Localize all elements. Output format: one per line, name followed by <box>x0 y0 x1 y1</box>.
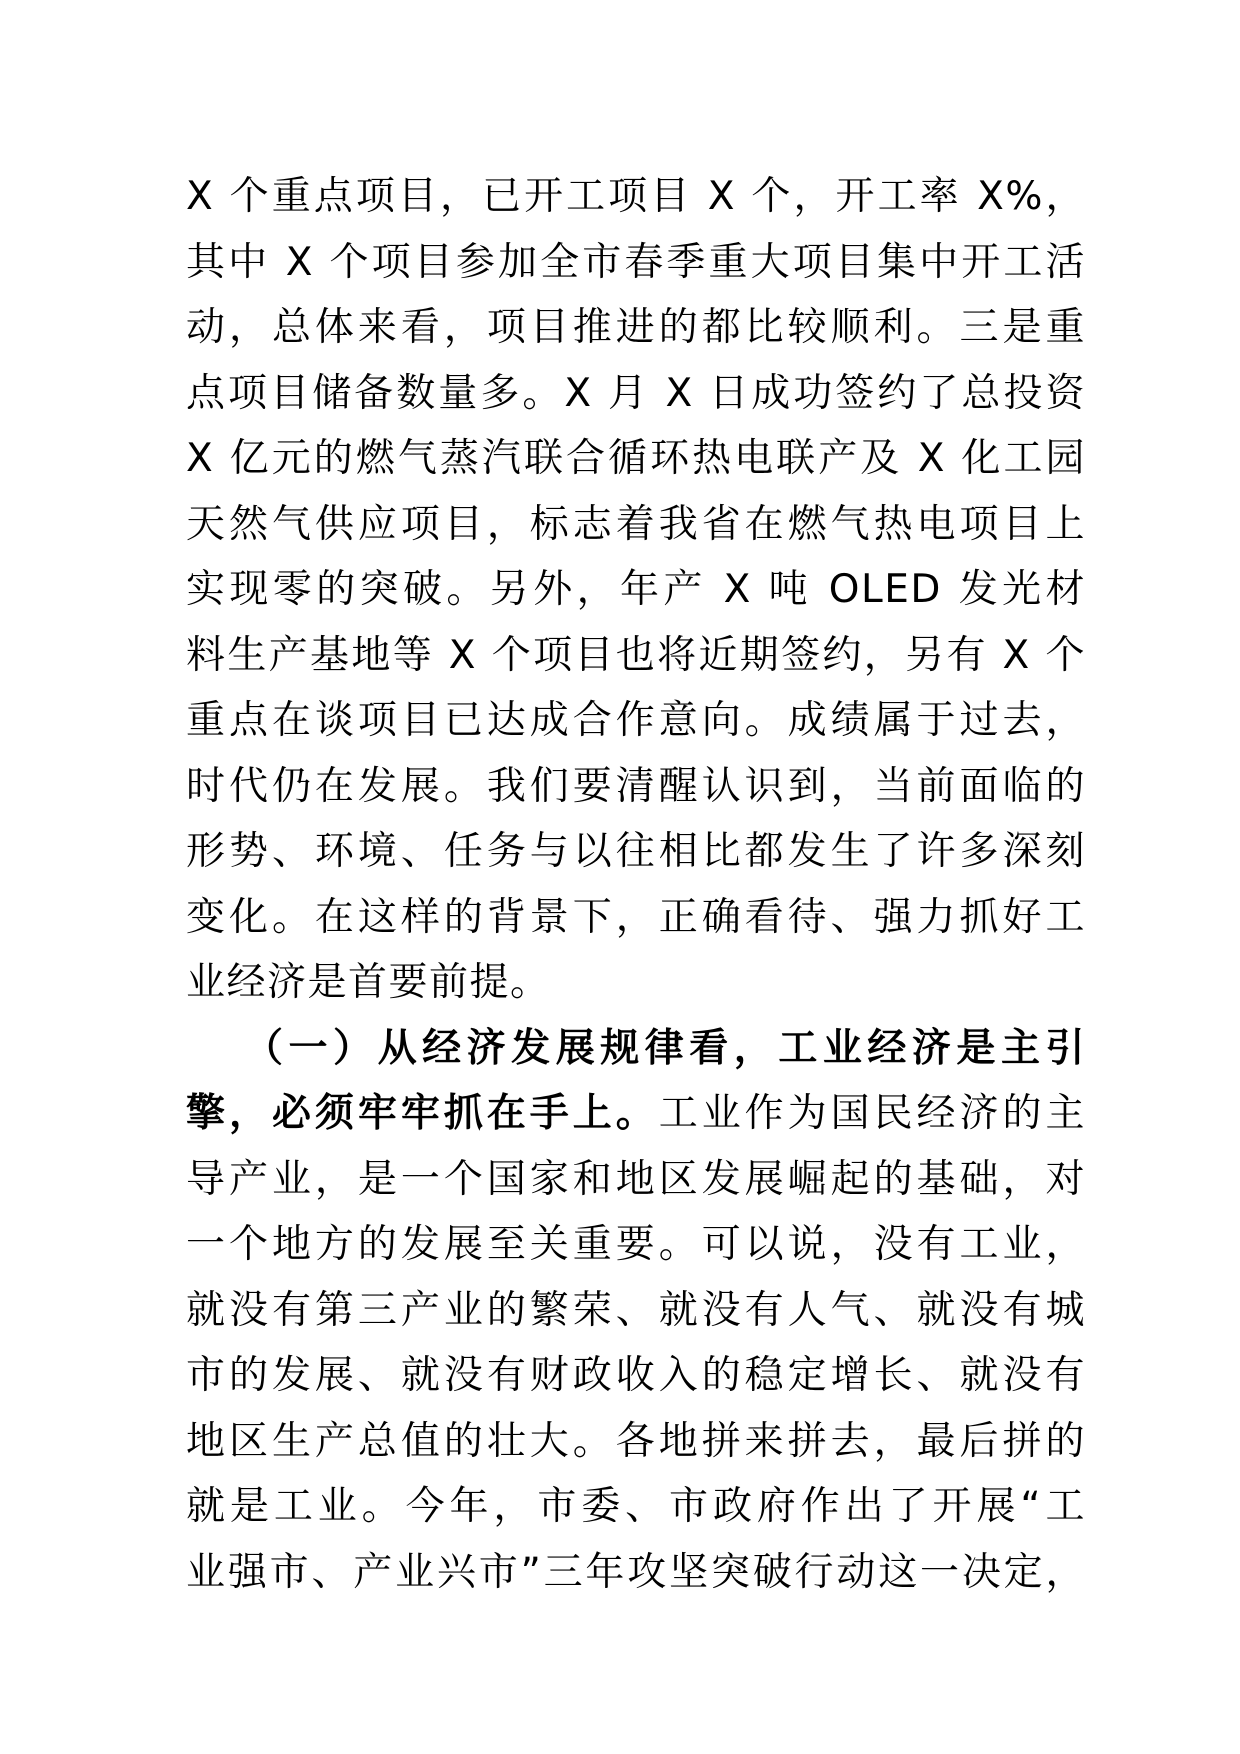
text-line: X 亿元的燃气蒸汽联合循环热电联产及 X 化工园 <box>186 436 1086 481</box>
section-line: 地区生产总值的壮大。各地拼来拼去，最后拼的 <box>186 1418 1086 1464</box>
text-line: 业经济是首要前提。 <box>186 960 551 1005</box>
text-line: 形势、环境、任务与以往相比都发生了许多深刻 <box>186 829 1086 874</box>
section-line: 就没有第三产业的繁荣、就没有人气、就没有城 <box>186 1287 1086 1333</box>
text-line: 天然气供应项目，标志着我省在燃气热电项目上 <box>186 501 1086 547</box>
body-text <box>186 164 1086 1605</box>
section-line: 导产业，是一个国家和地区发展崛起的基础，对 <box>186 1156 1086 1202</box>
section-line: 就是工业。今年，市委、市政府作出了开展“工 <box>186 1484 1086 1529</box>
section-line: 市的发展、就没有财政收入的稳定增长、就没有 <box>186 1353 1086 1398</box>
section-line: 一个地方的发展至关重要。可以说，没有工业， <box>186 1222 1086 1267</box>
section-heading-end: 擎，必须牢牢抓在手上。 <box>186 1091 659 1136</box>
text-line: 其中 X 个项目参加全市春季重大项目集中开工活 <box>186 239 1086 285</box>
text-line: X 个重点项目，已开工项目 X 个，开工率 X%， <box>186 174 1086 219</box>
section-heading-continuation <box>186 1081 1086 1147</box>
text-line: 动，总体来看，项目推进的都比较顺利。三是重 <box>186 305 1086 350</box>
text-line: 料生产基地等 X 个项目也将近期签约，另有 X 个 <box>186 632 1086 678</box>
section-heading: （一）从经济发展规律看，工业经济是主引 <box>244 1025 1086 1071</box>
text-line: 点项目储备数量多。X 月 X 日成功签约了总投资 <box>186 370 1086 416</box>
text-line: 变化。在这样的背景下，正确看待、强力抓好工 <box>186 894 1086 940</box>
text-line: 重点在谈项目已达成合作意向。成绩属于过去， <box>186 698 1086 743</box>
text-line: 时代仍在发展。我们要清醒认识到，当前面临的 <box>186 763 1086 809</box>
section-body-start: 工业作为国民经济的主 <box>658 1091 1086 1136</box>
text-line: 实现零的突破。另外，年产 X 吨 OLED 发光材 <box>186 567 1086 612</box>
section-line: 业强市、产业兴市”三年攻坚突破行动这一决定， <box>186 1549 1086 1595</box>
